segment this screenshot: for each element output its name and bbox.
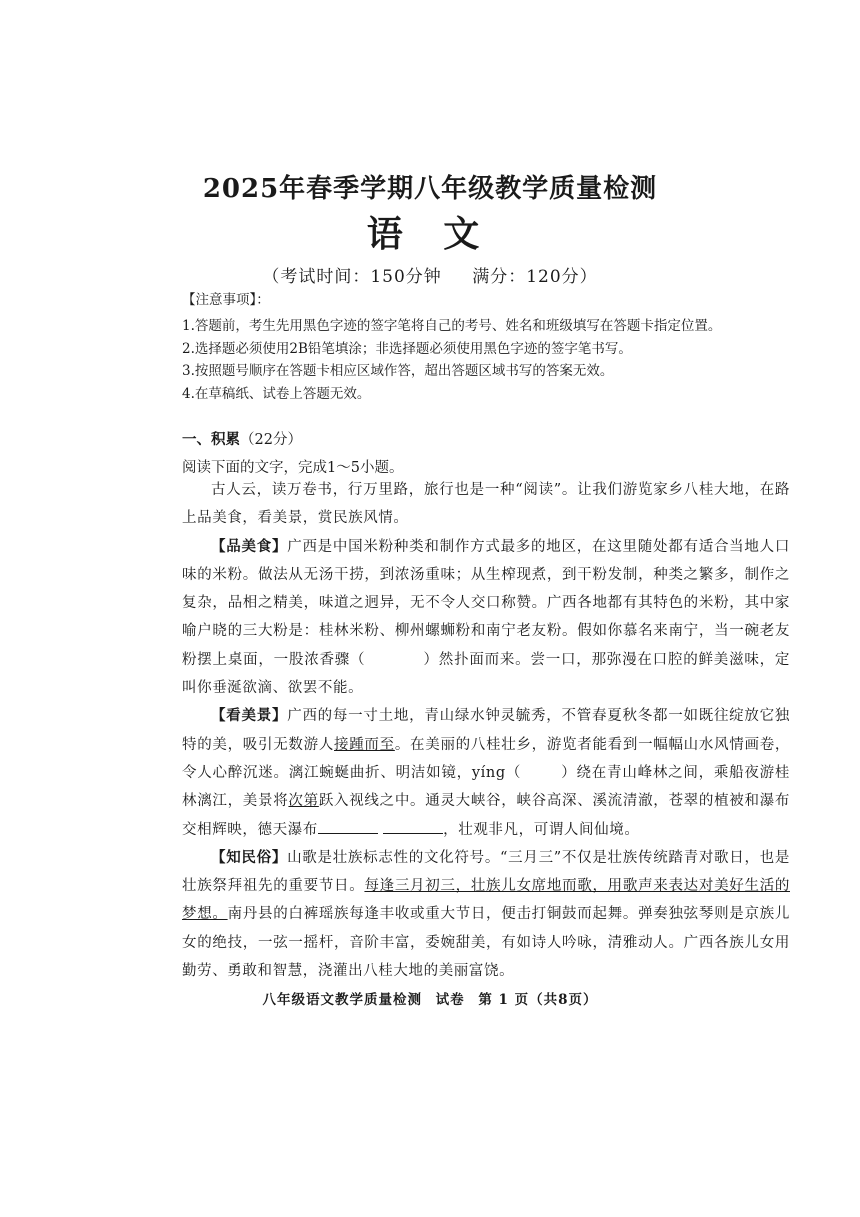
scenery-tag: 【看美景】 [211, 707, 288, 725]
footer-page: 第 1 页（共8页） [478, 992, 598, 1008]
word-jiezhongerzhi: 接踵而至 [334, 736, 395, 753]
food-text-2: ）然扑面而来。尝一口，那弥漫在口腔的鲜美滋味，定叫你垂涎欲滴、欲罢不能。 [182, 651, 791, 697]
word-cidi: 次第 [288, 793, 319, 810]
reading-passage [182, 476, 790, 985]
notice-item-3: 3.按照题号顺序在答题卡相应区域作答，超出答题区域书写的答案无效。 [182, 363, 614, 379]
footer-exam: 八年级语文教学质量检测 [262, 992, 422, 1008]
custom-text-2: 南丹县的白裤瑶族每逢丰收或重大节日，便击打铜鼓而起舞。弹奏独弦琴则是京族儿女的绝技，一弦一摇杆，音阶丰富，委婉甜美，有如诗人吟咏，清雅动人。广西各族儿女用勤劳、勇敢和智慧，浇灌出八桂大地的美丽富饶。 [182, 906, 790, 980]
subject-title: 语 文 [366, 213, 494, 255]
exam-info [0, 262, 860, 287]
fill-blank-1 [318, 833, 378, 834]
notice-heading: 【注意事项】： [182, 292, 270, 308]
passage-intro: 古人云，读万卷书，行万里路，旅行也是一种“阅读”。让我们游览家乡八桂大地，在路上品美食，看美景，赏民族风情。 [182, 482, 790, 527]
food-text-1: 广西是中国米粉种类和制作方式最多的地区，在这里随处都有适合当地人口味的米粉。做法从无汤干捞，到浓汤重味；从生榨现煮，到干粉发制，种类之繁多，制作之复杂，品相之精美，味道之迥异，无不令人交口称赞。广西各地都有其特色的米粉，其中家喻户晓的三大粉是：桂林米粉、柳州螺蛳粉和南宁老友粉。假如你慕名来南宁，当一碗老友粉摆上桌面，一股浓香骤（ [182, 538, 790, 668]
section-instruction: 阅读下面的文字，完成1～5小题。 [182, 460, 404, 476]
scenery-text-5: ，壮观非凡，可谓人间仙境。 [443, 821, 640, 838]
notice-block [182, 288, 802, 405]
scenery-text-1: 广西的每一寸土地，青山绿水钟灵毓秀，不管春夏秋冬都一如既往绽放它独特的美，吸引无数游人 [182, 708, 790, 753]
section-heading [182, 428, 302, 449]
section-points: （22分） [240, 432, 302, 448]
notice-item-2: 2.选择题必须使用2B铅笔填涂；非选择题必须使用黑色字迹的签字笔书写。 [182, 340, 632, 357]
section-title: 一、积累 [182, 431, 240, 448]
food-tag: 【品美食】 [211, 537, 288, 555]
exam-duration: （考试时间：150分钟 [262, 267, 442, 287]
exam-title: 2025年春季学期八年级教学质量检测 [202, 174, 658, 204]
custom-tag: 【知民俗】 [211, 848, 288, 866]
scenery-text-3: ）绕在青山峰林之间，乘船夜游桂林漓江，美景将 [182, 764, 790, 810]
notice-item-1: 1.答题前，考生先用黑色字迹的签字笔将自己的考号、姓名和班级填写在答题卡指定位置。 [182, 318, 722, 334]
page-footer [0, 988, 860, 1008]
footer-paper: 试卷 [435, 992, 465, 1008]
passage-food [182, 533, 790, 703]
notice-item-4: 4.在草稿纸、试卷上答题无效。 [182, 385, 371, 402]
scenery-text-4: 跃入视线之中。通灵大峡谷，峡谷高深、溪流清澈，苍翠的植被和瀑布交相辉映，德天瀑布 [182, 793, 790, 838]
scenery-text-2: 。在美丽的八桂壮乡，游览者能看到一幅幅山水风情画卷，令人心醉沉迷。漓江蜿蜒曲折、明洁如镜，yíng（ [182, 736, 790, 781]
custom-text-1: 山歌是壮族标志性的文化符号。“三月三”不仅是壮族传统踏青对歌日，也是壮族祭拜祖先的重要节日。 [182, 849, 790, 895]
passage-scenery [182, 702, 790, 843]
passage-custom [182, 844, 790, 985]
exam-full-score: 满分：120分） [472, 267, 598, 287]
underlined-sentence: 每逢三月初三，壮族儿女席地而歌，用歌声来表达对美好生活的梦想。 [182, 878, 790, 923]
fill-blank-2 [383, 833, 443, 834]
